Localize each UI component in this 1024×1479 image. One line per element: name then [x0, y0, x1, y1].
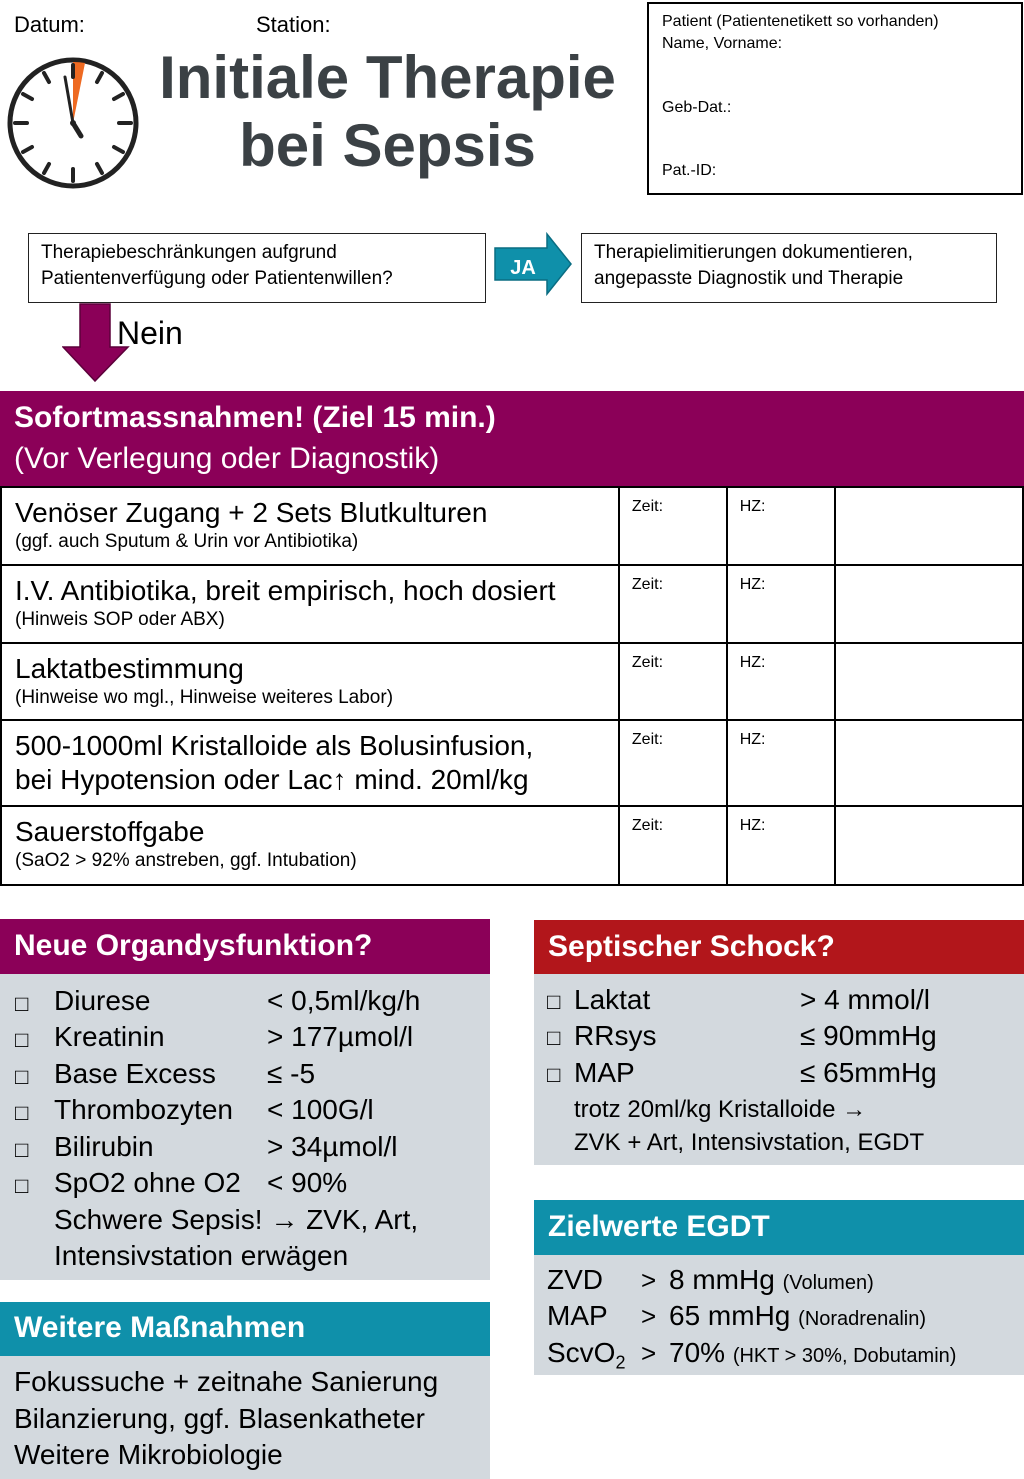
immediate-heading: Sofortmassnahmen! (Ziel 15 min.) — [14, 401, 496, 434]
organ-heading: Neue Organdysfunktion? — [14, 929, 373, 962]
checkbox-bilirubin[interactable]: □ — [15, 1137, 29, 1162]
egdt-value-row — [669, 1335, 956, 1375]
time-label: Zeit: — [631, 731, 664, 748]
task-sub-text: bei Hypotension oder Lac↑ mind. 20ml/kg — [15, 764, 529, 795]
egdt-value: 70% — [669, 1337, 726, 1368]
shock-note-line1: trotz 20ml/kg Kristalloide → — [574, 1096, 867, 1123]
egdt-param — [547, 1298, 608, 1335]
organ-dysfunction-panel — [0, 974, 490, 1280]
no-label: Nein — [117, 315, 183, 351]
organ-item-value: < 100G/l — [267, 1094, 374, 1125]
signature-label: HZ: — [739, 731, 766, 748]
signature-label: HZ: — [739, 576, 766, 593]
egdt-heading: Zielwerte EGDT — [548, 1210, 770, 1243]
limitation-action-box — [581, 233, 997, 303]
egdt-value-row — [669, 1262, 874, 1302]
task-main-text: Laktatbestimmung — [15, 653, 244, 684]
clock-icon — [5, 55, 145, 195]
checkbox-thrombozyten[interactable]: □ — [15, 1100, 29, 1125]
shock-heading: Septischer Schock? — [548, 930, 835, 963]
organ-item-name: Base Excess — [54, 1058, 216, 1089]
egdt-param-subscript: 2 — [615, 1352, 626, 1373]
notes-field[interactable] — [835, 720, 1023, 806]
immediate-subheading: (Vor Verlegung oder Diagnostik) — [14, 442, 440, 475]
time-field[interactable] — [619, 720, 727, 806]
septic-shock-panel — [534, 974, 1024, 1165]
signature-field[interactable] — [727, 643, 835, 720]
question-line1: Therapiebeschränkungen aufgrund — [41, 242, 337, 263]
table-row — [1, 720, 1023, 806]
egdt-operator: > — [641, 1265, 657, 1295]
station-label: Station: — [256, 12, 331, 37]
time-label: Zeit: — [631, 817, 664, 834]
signature-field[interactable] — [727, 806, 835, 885]
patient-name-label: Name, Vorname: — [662, 35, 783, 52]
checkbox-rrsys[interactable]: □ — [547, 1025, 561, 1050]
question-line2: Patientenverfügung oder Patientenwillen? — [41, 268, 393, 289]
organ-item-name: SpO2 ohne O2 — [54, 1167, 241, 1198]
signature-field[interactable] — [727, 487, 835, 565]
date-label: Datum: — [14, 12, 85, 37]
further-heading: Weitere Maßnahmen — [14, 1311, 306, 1344]
page-title — [150, 44, 625, 180]
task-sub-text: (Hinweise wo mgl., Hinweise weiteres Labor) — [15, 687, 394, 708]
further-measures-banner — [0, 1302, 490, 1356]
organ-item-name: Kreatinin — [54, 1021, 165, 1052]
organ-item-value: < 0,5ml/kg/h — [267, 985, 421, 1016]
signature-label: HZ: — [739, 498, 766, 515]
yes-label: JA — [510, 257, 536, 279]
patient-label-box[interactable] — [647, 2, 1023, 195]
organ-item-value: ≤ -5 — [267, 1058, 316, 1089]
organ-item-name: Bilirubin — [54, 1131, 154, 1162]
task-cell — [1, 487, 619, 565]
shock-item-value: > 4 mmol/l — [800, 984, 930, 1015]
egdt-value-row — [669, 1298, 926, 1338]
time-field[interactable] — [619, 565, 727, 643]
task-main-text: 500-1000ml Kristalloide als Bolusinfusion, — [15, 730, 534, 761]
organ-item-name: Diurese — [54, 985, 151, 1016]
egdt-note: (Volumen) — [782, 1272, 874, 1294]
shock-item-name: RRsys — [574, 1020, 657, 1051]
notes-field[interactable] — [835, 487, 1023, 565]
organ-item-value: > 34µmol/l — [267, 1131, 398, 1162]
patient-id-label: Pat.-ID: — [662, 162, 717, 179]
time-label: Zeit: — [631, 498, 664, 515]
further-line: Fokussuche + zeitnahe Sanierung — [14, 1366, 439, 1397]
time-label: Zeit: — [631, 576, 664, 593]
shock-note-line2: ZVK + Art, Intensivstation, EGDT — [574, 1129, 925, 1156]
table-row — [1, 565, 1023, 643]
organ-note-line1: Schwere Sepsis! → ZVK, Art, — [54, 1204, 419, 1235]
immediate-measures-banner — [0, 391, 1024, 486]
organ-item-name: Thrombozyten — [54, 1094, 233, 1125]
task-sub-text: (Hinweis SOP oder ABX) — [15, 609, 225, 630]
further-measures-panel — [0, 1356, 490, 1479]
task-main-text: Venöser Zugang + 2 Sets Blutkulturen — [15, 497, 488, 528]
notes-field[interactable] — [835, 806, 1023, 885]
restriction-question-box — [28, 233, 486, 303]
notes-field[interactable] — [835, 643, 1023, 720]
septic-shock-banner — [534, 920, 1024, 974]
task-cell — [1, 565, 619, 643]
time-label: Zeit: — [631, 654, 664, 671]
signature-label: HZ: — [739, 654, 766, 671]
task-cell — [1, 806, 619, 885]
organ-dysfunction-banner — [0, 919, 490, 974]
checkbox-laktat[interactable]: □ — [547, 989, 561, 1014]
checkbox-kreatinin[interactable]: □ — [15, 1027, 29, 1052]
time-field[interactable] — [619, 643, 727, 720]
egdt-param-text: ZVD — [547, 1264, 603, 1295]
title-line2: bei Sepsis — [239, 112, 536, 179]
time-field[interactable] — [619, 487, 727, 565]
shock-item-value: ≤ 65mmHg — [800, 1057, 937, 1088]
egdt-operator: > — [641, 1301, 657, 1331]
signature-label: HZ: — [739, 817, 766, 834]
task-cell — [1, 720, 619, 806]
egdt-value: 65 mmHg — [669, 1300, 791, 1331]
shock-item-value: ≤ 90mmHg — [800, 1020, 937, 1051]
task-sub-text: (ggf. auch Sputum & Urin vor Antibiotika) — [15, 531, 359, 552]
signature-field[interactable] — [727, 565, 835, 643]
organ-note-line2: Intensivstation erwägen — [54, 1240, 349, 1271]
action-line1: Therapielimitierungen dokumentieren, — [594, 242, 913, 263]
task-main-text: I.V. Antibiotika, breit empirisch, hoch dosiert — [15, 575, 556, 606]
egdt-targets-panel — [534, 1255, 1024, 1375]
egdt-param — [547, 1335, 625, 1381]
notes-field[interactable] — [835, 565, 1023, 643]
title-line1: Initiale Therapie — [159, 44, 616, 111]
immediate-measures-table — [0, 486, 1024, 886]
egdt-targets-banner — [534, 1200, 1024, 1255]
organ-item-value: > 177µmol/l — [267, 1021, 414, 1052]
egdt-param — [547, 1262, 603, 1299]
task-sub-text: (SaO2 > 92% anstreben, ggf. Intubation) — [15, 850, 357, 871]
task-cell — [1, 643, 619, 720]
checkbox-map[interactable]: □ — [547, 1062, 561, 1087]
egdt-param-text: MAP — [547, 1300, 608, 1331]
shock-item-name: Laktat — [574, 984, 651, 1015]
task-main-text: Sauerstoffgabe — [15, 816, 205, 847]
signature-field[interactable] — [727, 720, 835, 806]
checkbox-base-excess[interactable]: □ — [15, 1064, 29, 1089]
further-line: Bilanzierung, ggf. Blasenkatheter — [14, 1403, 425, 1434]
egdt-note: (HKT > 30%, Dobutamin) — [732, 1345, 957, 1367]
egdt-note: (Noradrenalin) — [798, 1308, 926, 1330]
organ-item-value: < 90% — [267, 1167, 348, 1198]
time-field[interactable] — [619, 806, 727, 885]
egdt-param-text: ScvO — [547, 1337, 616, 1368]
further-line: Weitere Mikrobiologie — [14, 1439, 283, 1470]
table-row — [1, 806, 1023, 885]
checkbox-diurese[interactable]: □ — [15, 991, 29, 1016]
table-row — [1, 643, 1023, 720]
egdt-value: 8 mmHg — [669, 1264, 775, 1295]
birthdate-label: Geb-Dat.: — [662, 99, 732, 116]
shock-item-name: MAP — [574, 1057, 635, 1088]
action-line2: angepasste Diagnostik und Therapie — [594, 268, 904, 289]
egdt-operator: > — [641, 1338, 657, 1368]
patient-label-line1: Patient (Patientenetikett so vorhanden) — [662, 13, 939, 30]
checkbox-spo2[interactable]: □ — [15, 1173, 29, 1198]
table-row — [1, 487, 1023, 565]
